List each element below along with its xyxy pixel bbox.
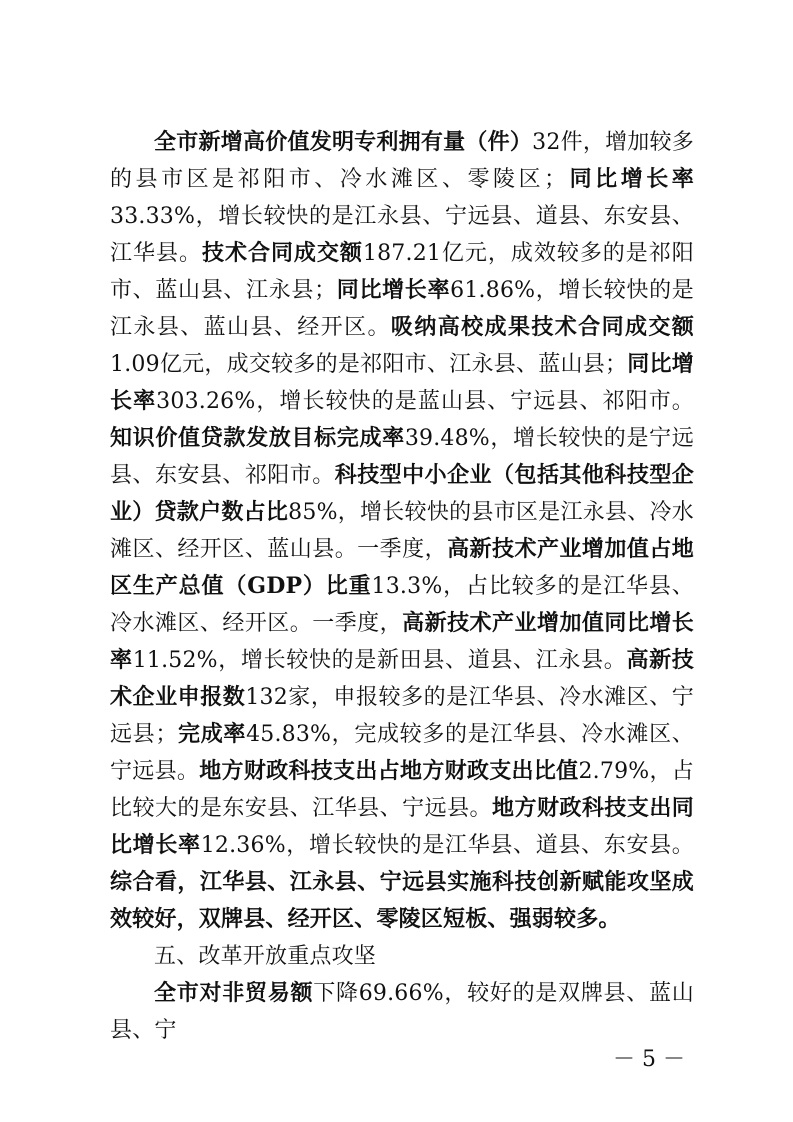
paragraph-reform-opening: [110, 975, 694, 1049]
text-run: 1.09亿元，成交较多的是祁阳市、江永县、蓝山县；: [110, 352, 628, 377]
text-run: 13.3%，占比较多的是江华县、冷水滩区、经开区。一季度，: [110, 574, 695, 636]
text-run: 33.33%，增长较快的是江永县、宁远县、道县、东安县、江华县。: [110, 204, 694, 266]
text-run: 61.86%，增长较快的是江永县、蓝山县、经开区。: [110, 278, 694, 340]
bold-run: 同比增长率: [566, 166, 694, 192]
text-run: 45.83%，完成较多的是江华县、冷水滩区、宁远县。: [110, 722, 694, 784]
paragraph-tech-innovation: [110, 124, 694, 938]
bold-run: 知识价值贷款发放目标完成率: [110, 425, 405, 451]
bold-run: 全市对非贸易额: [154, 980, 314, 1006]
bold-run: 科技型中小企业（包括其他科技型企业）贷款户数占比: [110, 462, 694, 525]
bold-run: 技术合同成交额: [201, 240, 363, 266]
text-run: 187.21亿元，成效较多的是祁阳市、蓝山县、江永县；: [110, 241, 694, 303]
text-run: 11.52%，增长较快的是新田县、道县、江永县。: [132, 648, 627, 673]
text-run: 85%，增长较快的县市区是江永县、冷水滩区、经开区、蓝山县。一季度，: [110, 500, 694, 562]
bold-run: 高新技术产业增加值同比增长率: [110, 610, 694, 673]
bold-run: 完成率: [177, 721, 247, 747]
bold-run: 全市新增高价值发明专利拥有量（件）: [154, 129, 533, 155]
bold-run: 地方财政科技支出占地方财政支出比值: [199, 758, 579, 784]
text-run: 32件，增加较多的县市区是祁阳市、冷水滩区、零陵区；: [110, 130, 694, 192]
bold-run: 吸纳高校成果技术合同成交额: [390, 314, 694, 340]
body-text: [110, 124, 694, 1049]
text-run: 39.48%，增长较快的是宁远县、东安县、祁阳市。: [110, 426, 694, 488]
text-run: 12.36%，增长较快的是江华县、道县、东安县。: [200, 833, 694, 858]
bold-run: 地方财政科技支出同比增长率: [110, 795, 694, 858]
text-run: 下降69.66%，较好的是双牌县、蓝山县、宁: [110, 981, 694, 1043]
section-heading: 五、改革开放重点攻坚: [154, 944, 377, 969]
text-run: 132家，申报较多的是江华县、冷水滩区、宁远县；: [110, 685, 694, 747]
bold-run: 高新技术产业增加值占地区生产总值（GDP）比重: [110, 536, 694, 599]
bold-run: 高新技术企业申报数: [110, 647, 695, 710]
bold-run: 同比增长率: [336, 277, 451, 303]
page-number: － 5 －: [613, 1047, 685, 1072]
text-run: 2.79%，占比较大的是东安县、江华县、宁远县。: [110, 759, 694, 821]
bold-run: 同比增长率: [110, 351, 694, 414]
text-run: 303.26%，增长较快的是蓝山县、宁远县、祁阳市。: [156, 389, 694, 414]
bold-run: 综合看，江华县、江永县、宁远县实施科技创新赋能攻坚成效较好，双牌县、经开区、零陵区短板、强弱较多。: [110, 869, 694, 932]
